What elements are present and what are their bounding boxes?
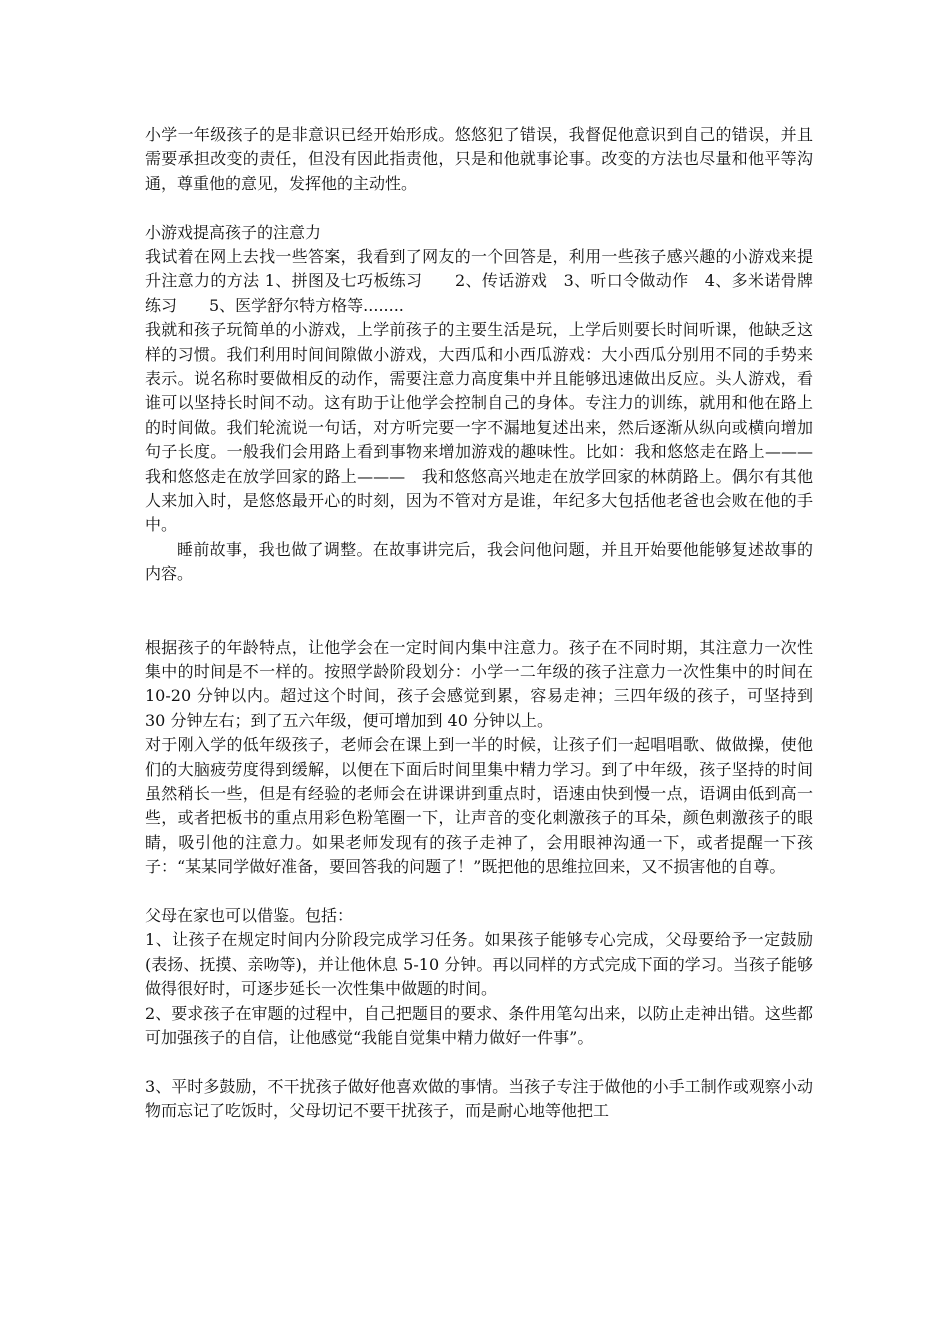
paragraph-parents-intro: 父母在家也可以借鉴。包括： <box>145 905 354 925</box>
paragraph-moral-awareness: 小学一年级孩子的是非意识已经开始形成。悠悠犯了错误，我督促他意识到自己的错误，并且需要承担改变的责任，但没有因此指责他，只是和他就事论事。改变的方法也尽量和他平等沟通，尊重他的意见，发挥他的主动性。 <box>145 125 813 193</box>
paragraph-bedtime-story: 睡前故事，我也做了调整。在故事讲完后，我会问他问题，并且开始要他能够复述故事的内容。 <box>145 539 813 584</box>
list-item-2: 2、要求孩子在审题的过程中，自己把题目的要求、条件用笔勾出来，以防止走神出错。这些都可加强孩子的自信，让他感觉“我能自觉集中精力做好一件事”。 <box>145 1003 813 1047</box>
paragraph-spacer <box>145 196 813 220</box>
paragraph-simple-games: 我就和孩子玩简单的小游戏，上学前孩子的主要生活是玩，上学后则要长时间听课，他缺乏这样的习惯。我们利用时间间隙做小游戏，大西瓜和小西瓜游戏：大小西瓜分别用不同的手势来表示。说名称时要做相反的动作，需要注意力高度集中并且能够迅速做出反应。头人游戏，看谁可以坚持长时间不动。这有助于让他学会控制自己的身体。专注力的训练，就用和他在路上的时间做。我们轮流说一句话，对方听完要一字不漏地复述出来，然后逐渐从纵向或横向增加句子长度。一般我们会用路上看到事物来增加游戏的趣味性。比如：我和悠悠走在路上———我和悠悠走在放学回家的路上——— 我和悠悠高兴地走在放学回家的林荫路上。偶尔有其他人来加入时，是悠悠最开心的时刻，因为不管对方是谁，年纪多大包括他老爸也会败在他的手中。 <box>145 320 813 535</box>
list-item-1: 1、让孩子在规定时间内分阶段完成学习任务。如果孩子能够专心完成，父母要给予一定鼓励(表扬、抚摸、亲吻等)，并让他休息 5-10 分钟。再以同样的方式完成下面的学习。当孩子能够做得很好时，可逐步延长一次性集中做题的时间。 <box>145 930 813 999</box>
paragraph-teacher-methods: 对于刚入学的低年级孩子，老师会在课上到一半的时候，让孩子们一起唱唱歌、做做操，使他们的大脑疲劳度得到缓解，以便在下面后时间里集中精力学习。到了中年级，孩子坚持的时间虽然稍长一些，但是有经验的老师会在讲课讲到重点时，语速由快到慢一点，语调由低到高一些，或者把板书的重点用彩色粉笔圈一下，让声音的变化刺激孩子的耳朵，颜色刺激孩子的眼睛，吸引他的注意力。如果老师发现有的孩子走神了，会用眼神沟通一下，或者提醒一下孩子：“某某同学做好准备，要回答我的问题了！”既把他的思维拉回来，又不损害他的自尊。 <box>145 735 813 877</box>
paragraph-age-characteristics: 根据孩子的年龄特点，让他学会在一定时间内集中注意力。孩子在不同时期，其注意力一次性集中的时间是不一样的。按照学龄阶段划分：小学一二年级的孩子注意力一次性集中的时间在 10-20 分钟以内。超过这个时间，孩子会感觉到累，容易走神；三四年级的孩子，可坚持到 30 分钟左右；到了五六年级，便可增加到 40 分钟以上。 <box>145 637 813 730</box>
list-item-3: 3、平时多鼓励，不干扰孩子做好他喜欢做的事情。当孩子专注于做他的小手工制作或观察小动物而忘记了吃饭时，父母切记不要干扰孩子，而是耐心地等他把工 <box>145 1076 813 1121</box>
paragraph-online-answers: 我试着在网上去找一些答案，我看到了网友的一个回答是，利用一些孩子感兴趣的小游戏来提升注意力的方法 1、拼图及七巧板练习 2、传话游戏 3、听口令做动作 4、多米诺骨牌练习 5、医学舒尔特方格等........ <box>145 247 813 315</box>
paragraph-spacer <box>145 1050 813 1074</box>
paragraph-spacer <box>145 587 813 636</box>
section-heading-games: 小游戏提高孩子的注意力 <box>145 222 322 242</box>
document-body <box>145 123 813 1124</box>
paragraph-spacer <box>145 880 813 904</box>
